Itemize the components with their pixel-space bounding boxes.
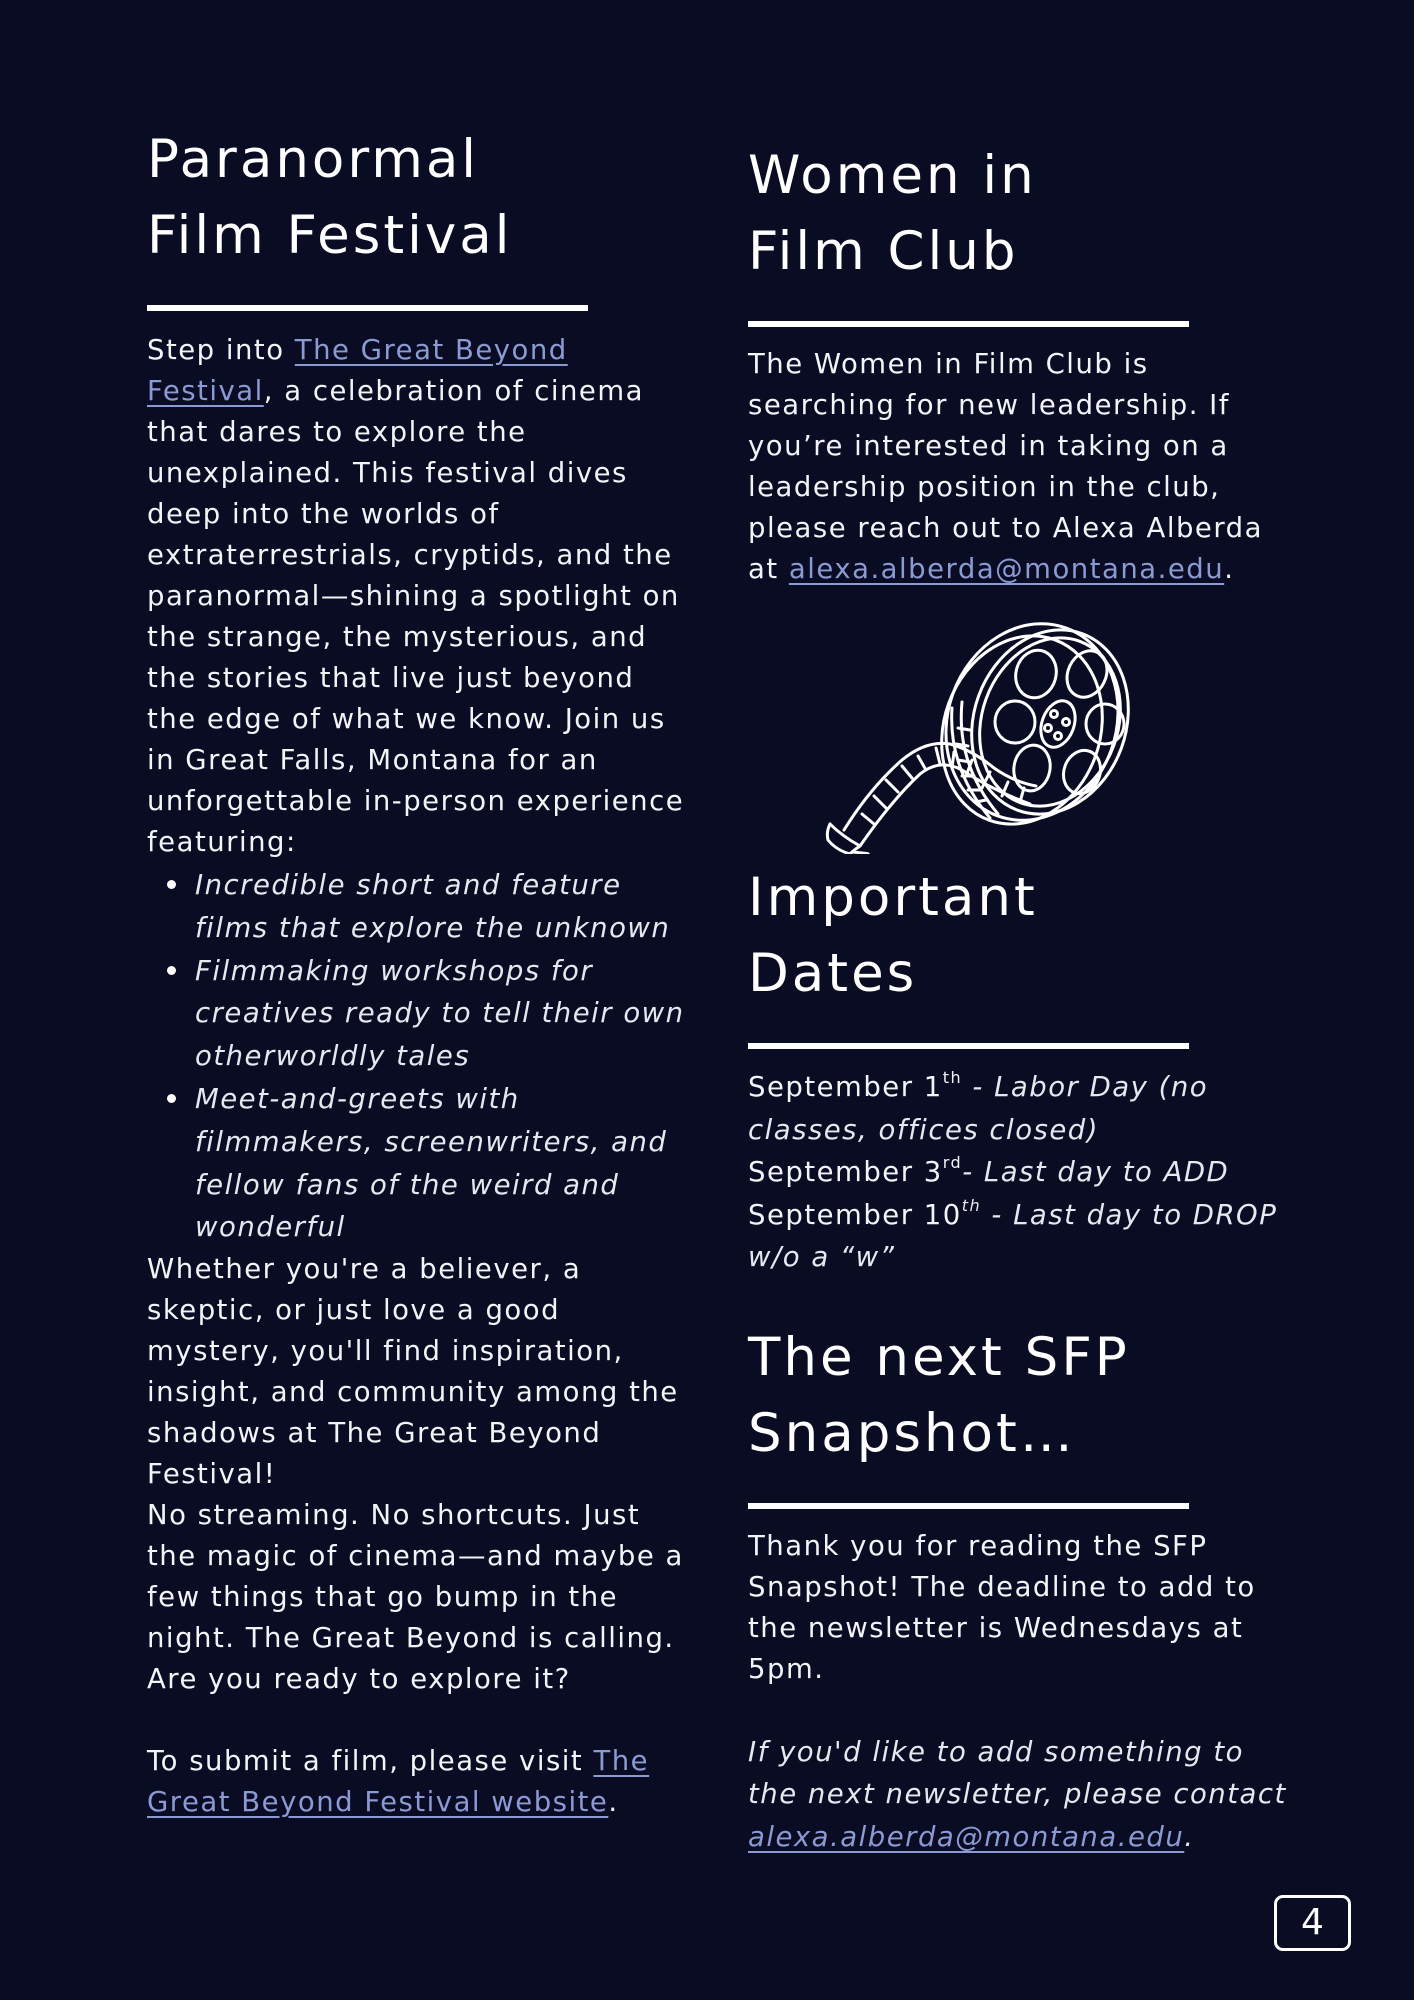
snapshot-contact-text: If you'd like to add something to the next newsletter, please contact xyxy=(748,1735,1287,1810)
festival-title xyxy=(147,122,687,274)
date-day: September 1 xyxy=(748,1071,943,1103)
dates-title xyxy=(748,860,1288,1012)
snapshot-contact-suffix: . xyxy=(1184,1820,1195,1853)
list-item xyxy=(748,1066,1288,1151)
date-sep: - xyxy=(962,1156,984,1188)
festival-title-line1: Paranormal xyxy=(147,129,480,190)
snapshot-title-rule xyxy=(748,1503,1189,1509)
festival-para2: Whether you're a believer, a skeptic, or just love a good mystery, you'll find inspiration, insight, and community among the shadows at The Great Beyond Festival! xyxy=(147,1253,679,1491)
snapshot-email-link[interactable]: alexa.alberda@montana.edu xyxy=(748,1820,1185,1853)
list-item: Meet-and-greets with filmmakers, screenwriters, and fellow fans of the weird and wonderful xyxy=(195,1078,687,1249)
snapshot-text: Thank you for reading the SFP Snapshot! The deadline to add to the newsletter is Wednesdays at 5pm. xyxy=(748,1529,1256,1685)
festival-submit-prefix: To submit a film, please visit xyxy=(147,1745,594,1778)
festival-submit-suffix: . xyxy=(608,1786,619,1819)
festival-link[interactable]: The Great Beyond Festival xyxy=(147,334,568,407)
snapshot-title-line2: Snapshot… xyxy=(748,1402,1076,1464)
women-text-body: The Women in Film Club is searching for new leadership. If you’re interested in taking on a leadership position in the club, please reach out to Alexa Alberda at xyxy=(748,348,1263,585)
festival-features-list xyxy=(147,864,687,1249)
festival-submit xyxy=(147,1741,687,1823)
date-desc: Last day to ADD xyxy=(983,1156,1230,1188)
date-sep: - xyxy=(962,1071,995,1103)
dates-list xyxy=(748,1066,1288,1279)
dates-title-line2: Dates xyxy=(748,943,918,1004)
festival-title-line2: Film Festival xyxy=(147,205,513,266)
festival-website-link[interactable]: The Great Beyond Festival website xyxy=(147,1745,650,1819)
date-sup: th xyxy=(961,1195,982,1215)
festival-intro xyxy=(147,330,687,863)
date-day: September 3 xyxy=(748,1156,943,1188)
women-title-line1: Women in xyxy=(748,145,1037,206)
date-sup: rd xyxy=(942,1153,963,1172)
dates-title-line1: Important xyxy=(748,867,1038,928)
women-text-suffix: . xyxy=(1224,553,1235,585)
date-desc: Last day to DROP w/o a “w” xyxy=(748,1198,1278,1273)
festival-title-rule xyxy=(147,305,588,311)
snapshot-title-line1: The next SFP xyxy=(748,1326,1130,1388)
list-item: Filmmaking workshops for creatives ready to tell their own otherworldly tales xyxy=(195,950,687,1078)
women-email-link[interactable]: alexa.alberda@montana.edu xyxy=(788,553,1225,585)
festival-para3: No streaming. No shortcuts. Just the magic of cinema—and maybe a few things that go bump in the night. The Great Beyond is calling. Are you ready to explore it? xyxy=(147,1499,684,1696)
page-number-badge: 4 xyxy=(1274,1895,1351,1951)
date-day: September 10 xyxy=(748,1198,962,1231)
women-title-rule xyxy=(748,321,1189,327)
women-title xyxy=(748,138,1288,290)
date-sup: th xyxy=(942,1068,963,1087)
dates-title-rule xyxy=(748,1043,1189,1049)
list-item: Incredible short and feature films that explore the unknown xyxy=(195,864,687,950)
snapshot-title xyxy=(748,1320,1288,1472)
date-desc: Labor Day (no classes, offices closed) xyxy=(748,1071,1209,1146)
right-column xyxy=(748,0,1288,1858)
festival-intro-rest: , a celebration of cinema that dares to explore the unexplained. This festival dives deep into the worlds of extraterrestrials, cryptids, and the paranormal—shining a spotlight on the strange, the mysterious, and the stories that live just beyond the edge of what we know. Join us in Great Falls, Montana for an unforgettable in-person experience featuring: xyxy=(147,375,685,858)
film-reel-icon xyxy=(822,618,1138,854)
women-text xyxy=(748,344,1288,590)
festival-section xyxy=(147,0,687,1823)
snapshot-contact xyxy=(748,1731,1288,1859)
date-sep: - xyxy=(981,1198,1014,1231)
women-title-line2: Film Club xyxy=(748,221,1019,282)
list-item xyxy=(748,1151,1288,1194)
list-item xyxy=(748,1194,1288,1279)
festival-intro-prefix: Step into xyxy=(147,334,295,366)
